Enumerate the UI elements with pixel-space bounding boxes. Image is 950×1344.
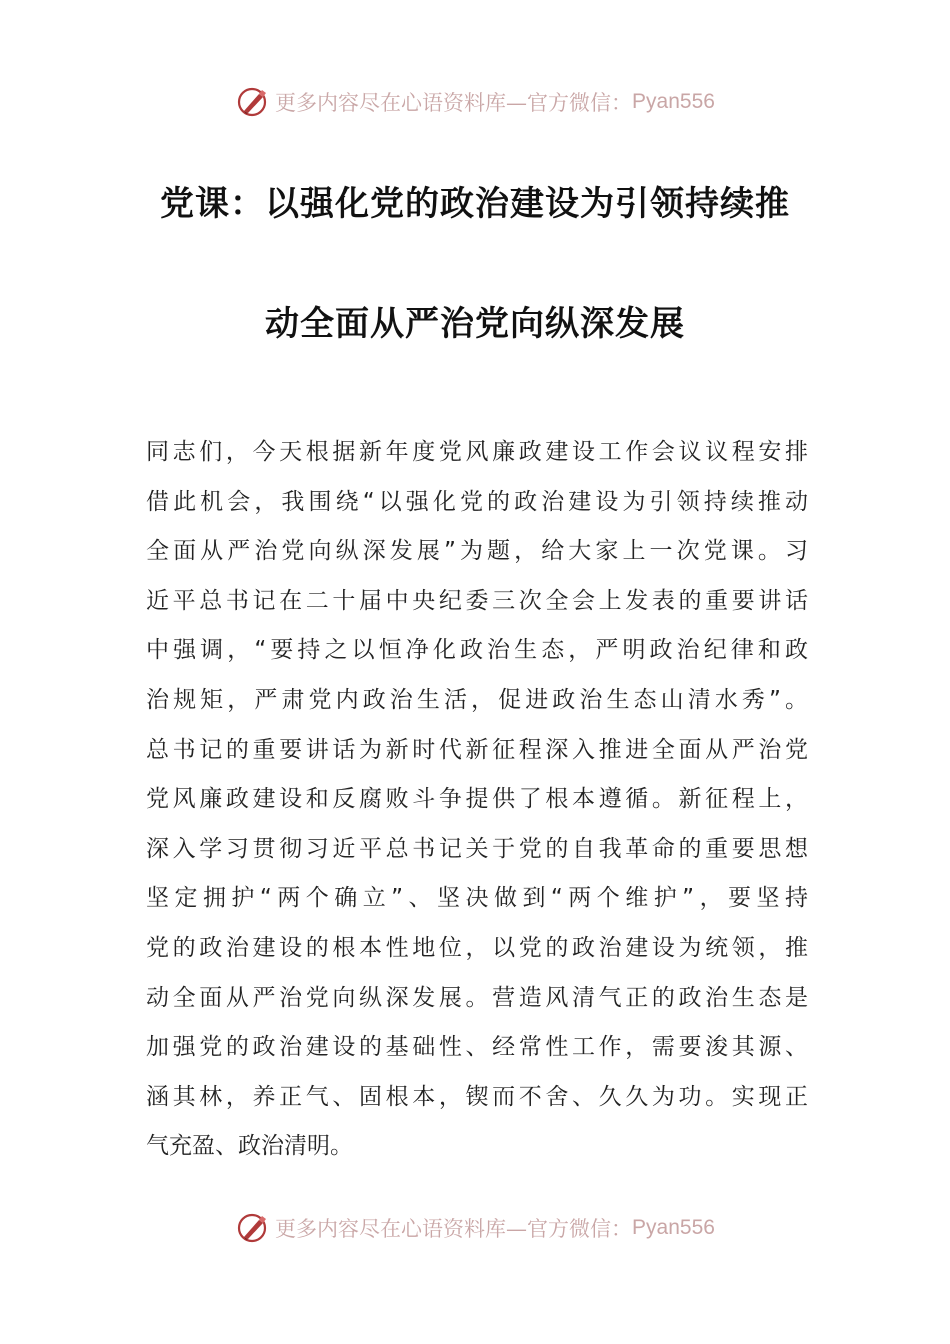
body-line: 坚定拥护“两个确立”、坚决做到“两个维护”，要坚持 bbox=[146, 885, 808, 912]
document-title-line-2: 动全面从严治党向纵深发展 bbox=[265, 304, 685, 344]
footer-banner bbox=[0, 1206, 950, 1250]
pen-logo-icon bbox=[235, 1210, 271, 1246]
header-banner bbox=[0, 80, 950, 124]
pen-logo-icon bbox=[235, 84, 271, 120]
body-line: 加强党的政治建设的基础性、经常性工作，需要浚其源、 bbox=[146, 1034, 808, 1061]
header-banner-text: 更多内容尽在心语资料库—官方微信： bbox=[275, 91, 633, 115]
footer-banner-wechat-id: Pyan556 bbox=[632, 1216, 715, 1239]
body-line: 涵其林，养正气、固根本，锲而不舍、久久为功。实现正 bbox=[146, 1083, 808, 1110]
body-line: 总书记的重要讲话为新时代新征程深入推进全面从严治党 bbox=[146, 736, 808, 763]
body-line: 同志们，今天根据新年度党风廉政建设工作会议议程安排 bbox=[146, 439, 808, 465]
body-line: 借此机会，我围绕“以强化党的政治建设为引领持续推动 bbox=[146, 488, 808, 515]
header-banner-wechat-id: Pyan556 bbox=[632, 90, 715, 113]
body-line: 党的政治建设的根本性地位，以党的政治建设为统领，推 bbox=[146, 934, 808, 961]
body-line: 全面从严治党向纵深发展”为题，给大家上一次党课。习 bbox=[146, 538, 808, 565]
body-line: 近平总书记在二十届中央纪委三次全会上发表的重要讲话 bbox=[146, 587, 808, 614]
body-line: 党风廉政建设和反腐败斗争提供了根本遵循。新征程上， bbox=[146, 786, 808, 813]
body-line: 深入学习贯彻习近平总书记关于党的自我革命的重要思想 bbox=[146, 835, 808, 862]
footer-banner-text: 更多内容尽在心语资料库—官方微信： bbox=[275, 1217, 633, 1241]
body-line-last: 气充盈、政治清明。 bbox=[146, 1133, 353, 1160]
body-paragraph bbox=[146, 428, 808, 1172]
body-line: 动全面从严治党向纵深发展。营造风清气正的政治生态是 bbox=[146, 984, 808, 1011]
body-line: 治规矩，严肃党内政治生活，促进政治生态山清水秀”。 bbox=[146, 686, 808, 713]
document-title-line-1: 党课：以强化党的政治建设为引领持续推 bbox=[160, 184, 790, 224]
body-line: 中强调，“要持之以恒净化政治生态，严明政治纪律和政 bbox=[146, 637, 808, 664]
